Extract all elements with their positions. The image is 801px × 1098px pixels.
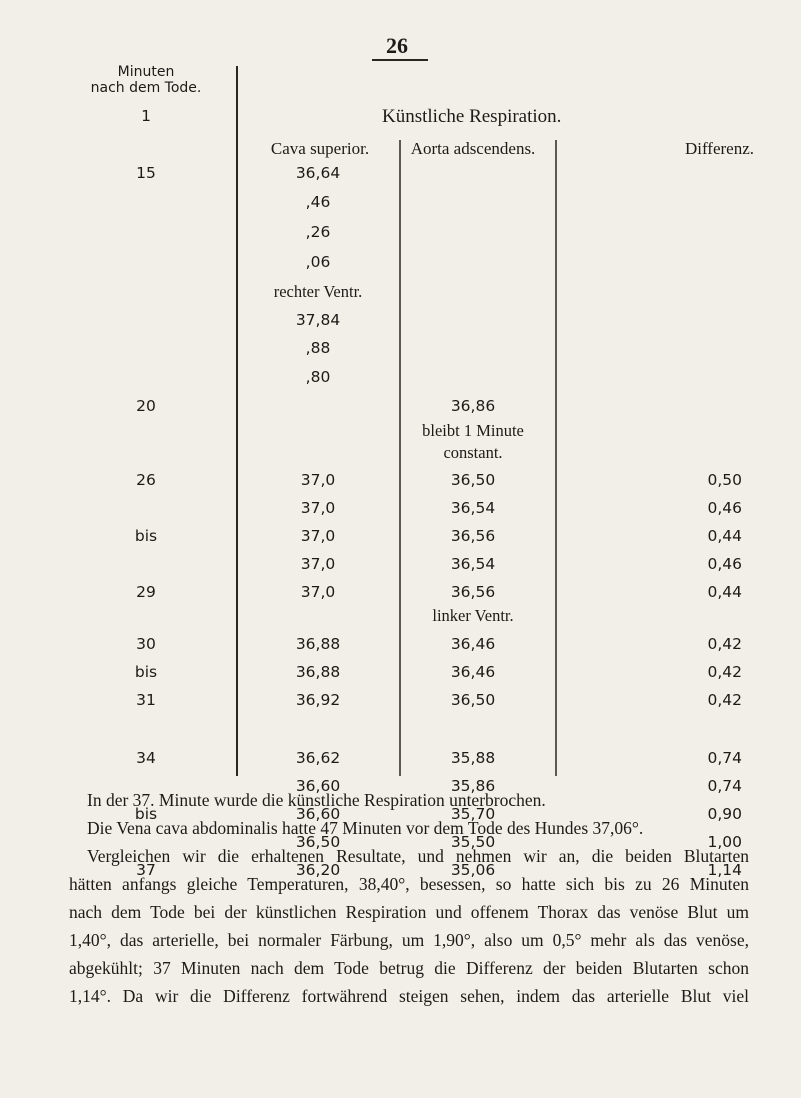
page-number-rule: [372, 59, 428, 61]
column-rule-1: [236, 66, 238, 776]
table-cell-minute: 34: [136, 749, 156, 767]
table-cell-differenz: 0,74: [707, 777, 742, 795]
body-text: [69, 786, 749, 1010]
column-header-differenz: Differenz.: [684, 139, 754, 158]
table-cell-aorta: 35,06: [450, 861, 496, 879]
paragraph-3-line-3: nach dem Tode bei der künstlichen Respiration und offenem Thorax das venöse Blut um: [69, 902, 749, 922]
table-cell-minute: bis: [134, 663, 158, 681]
table-cell-cava: 36,88: [295, 635, 341, 653]
table-cell-minute: 29: [136, 583, 156, 601]
table-cell-aorta: linker Ventr.: [432, 606, 514, 625]
table-cell-minute: 30: [136, 635, 156, 653]
table-cell-differenz: 0,44: [707, 583, 742, 601]
table-cell-cava: 36,88: [295, 663, 341, 681]
table-cell-cava: 36,60: [295, 805, 341, 823]
table-cell-aorta: 36,54: [450, 499, 496, 517]
table-cell-cava: ,80: [305, 368, 331, 386]
paragraph-3-line-1: Vergleichen wir die erhaltenen Resultate, und nehmen wir an, die beiden Blutarten: [87, 846, 749, 866]
table-cell-differenz: 0,90: [707, 805, 742, 823]
table-cell-cava: 37,0: [300, 583, 336, 601]
paragraph-3-line-2: hätten anfangs gleiche Temperaturen, 38,40°, besessen, so hatte sich bis zu 26 Minuten: [69, 874, 749, 894]
paragraph-3-line-5: abgekühlt; 37 Minuten nach dem Tode betrug die Differenz der beiden Blutarten schon: [69, 958, 749, 978]
table-cell-differenz: 0,46: [707, 499, 742, 517]
table-cell-cava: 37,84: [295, 311, 341, 329]
page-number: 26: [386, 33, 408, 58]
table-cell-differenz: 0,42: [707, 663, 742, 681]
table-cell-aorta: 36,54: [450, 555, 496, 573]
table-cell-aorta: 36,86: [450, 397, 496, 415]
table-cell-cava: ,06: [305, 253, 331, 271]
table-cell-cava: rechter Ventr.: [273, 282, 363, 301]
table-cell-aorta: 36,50: [450, 471, 496, 489]
table-cell-aorta: 35,50: [450, 833, 496, 851]
table-cell-aorta: 35,70: [450, 805, 496, 823]
column-header-aorta: Aorta adscendens.: [410, 139, 536, 158]
table-cell-cava: 36,50: [295, 833, 341, 851]
table-cell-aorta: 35,86: [450, 777, 496, 795]
table-cell-minute: bis: [134, 527, 158, 545]
table-cell-differenz: 0,44: [707, 527, 742, 545]
table-cell-cava: ,26: [305, 223, 331, 241]
table-cell-differenz: 1,14: [707, 861, 742, 879]
minutes-heading-line-2: nach dem Tode.: [90, 80, 202, 96]
table-cell-differenz: 0,74: [707, 749, 742, 767]
column-header-cava: Cava superior.: [270, 139, 370, 158]
table-cell-cava: 37,0: [300, 471, 336, 489]
table-cell-aorta: 36,46: [450, 635, 496, 653]
table-cell-aorta: 36,50: [450, 691, 496, 709]
table-cell-cava: 36,92: [295, 691, 341, 709]
table-cell-minute: 20: [136, 397, 156, 415]
table-cell-cava: 37,0: [300, 499, 336, 517]
table-cell-minute: 26: [136, 471, 156, 489]
table-cell-minute: 31: [136, 691, 156, 709]
table-cell-aorta: 36,56: [450, 527, 496, 545]
table-cell-differenz: 0,42: [707, 691, 742, 709]
paragraph-1-line-1: In der 37. Minute wurde die künstliche Respiration unterbrochen.: [87, 790, 546, 810]
table-cell-cava: ,88: [305, 339, 331, 357]
table-cell-minute: 1: [141, 107, 151, 125]
table-cell-cava: 36,62: [295, 749, 341, 767]
table-cell-aorta: bleibt 1 Minute: [422, 421, 524, 440]
table-cell-cava: ,46: [305, 193, 331, 211]
section-title: Künstliche Respiration.: [382, 106, 562, 127]
table-cell-cava: 37,0: [300, 555, 336, 573]
table-cell-aorta: 35,88: [450, 749, 496, 767]
table-cell-cava: 36,64: [295, 164, 341, 182]
table-cell-minute: 37: [136, 861, 156, 879]
paragraph-3-line-6: 1,14°. Da wir die Differenz fortwährend steigen sehen, indem das arterielle Blut viel: [69, 986, 749, 1006]
table-cell-differenz: 0,46: [707, 555, 742, 573]
table-cell-cava: 36,20: [295, 861, 341, 879]
table-cell-aorta: 36,56: [450, 583, 496, 601]
table-cell-cava: 37,0: [300, 527, 336, 545]
table-cell-differenz: 0,50: [707, 471, 742, 489]
table-cell-differenz: 0,42: [707, 635, 742, 653]
minutes-heading-line-1: Minuten: [117, 64, 175, 80]
table-cell-aorta: constant.: [443, 443, 503, 462]
table-cell-minute: 15: [136, 164, 156, 182]
table-cell-minute: bis: [134, 805, 158, 823]
paragraph-2-line-1: Die Vena cava abdominalis hatte 47 Minuten vor dem Tode des Hundes 37,06°.: [87, 818, 644, 838]
table-cell-aorta: 36,46: [450, 663, 496, 681]
paragraph-3-line-4: 1,40°, das arterielle, bei normaler Färbung, um 1,90°, also um 0,5° mehr als das venöse,: [69, 930, 749, 950]
table-cell-differenz: 1,00: [707, 833, 742, 851]
table-cell-cava: 36,60: [295, 777, 341, 795]
